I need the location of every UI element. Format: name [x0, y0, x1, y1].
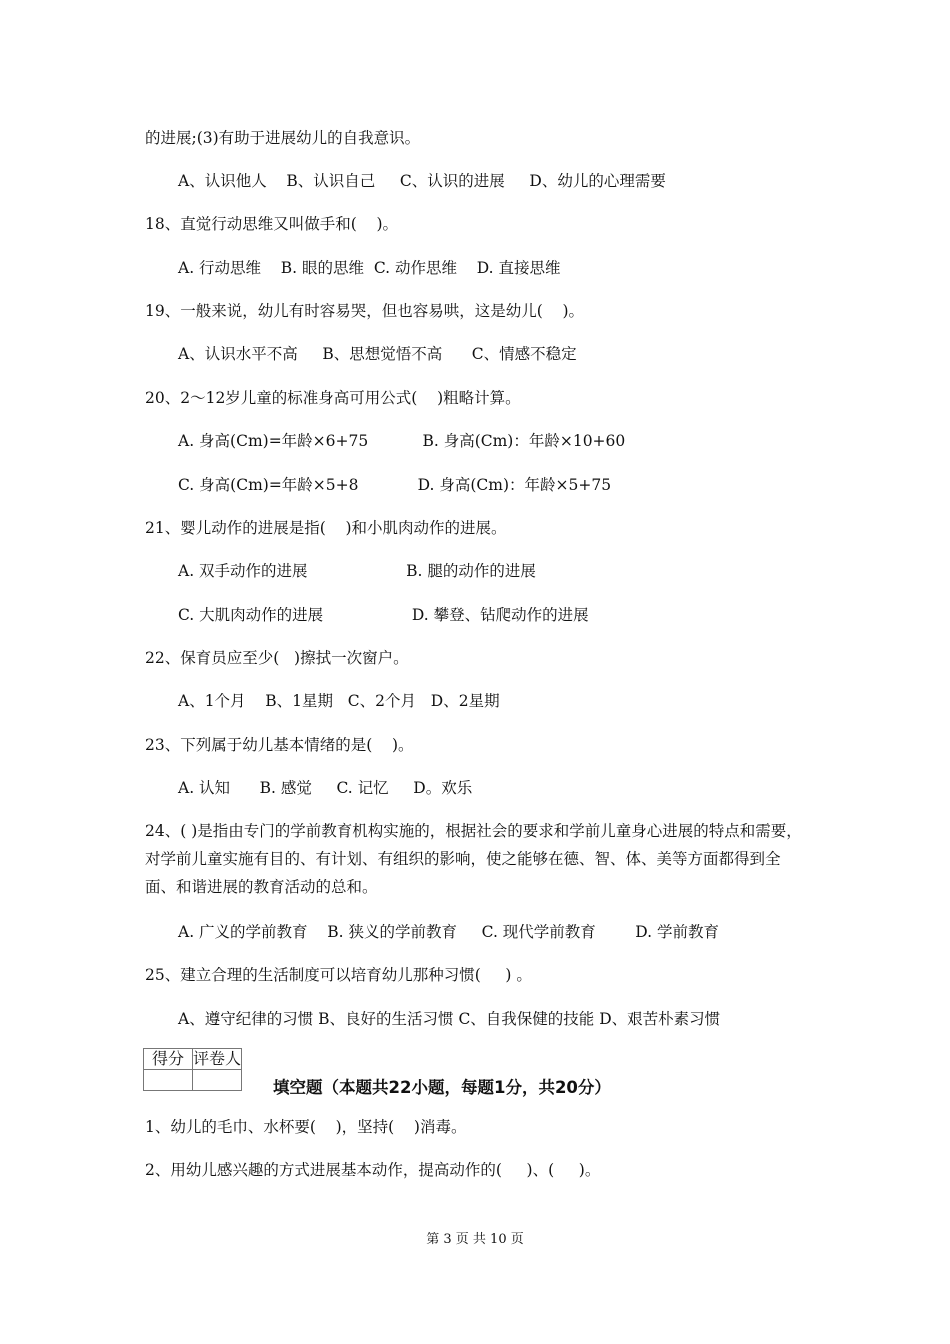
q18-question: 18、直觉行动思维又叫做手和( )。 — [145, 215, 399, 233]
q25-options: A、遵守纪律的习惯 B、良好的生活习惯 C、自我保健的技能 D、艰苦朴素习惯 — [178, 1010, 721, 1028]
q22-options: A、1个月 B、1星期 C、2个月 D、2星期 — [178, 692, 500, 710]
q19-options: A、认识水平不高 B、思想觉悟不高 C、情感不稳定 — [178, 345, 577, 363]
q19-question: 19、一般来说，幼儿有时容易哭，但也容易哄，这是幼儿( )。 — [145, 302, 585, 320]
q23-question: 23、下列属于幼儿基本情绪的是( )。 — [145, 736, 414, 754]
q22-question: 22、保育员应至少( )擦拭一次窗户。 — [145, 649, 409, 667]
grader-cell — [193, 1070, 242, 1091]
q24-options: A. 广义的学前教育 B. 狭义的学前教育 C. 现代学前教育 D. 学前教育 — [178, 923, 719, 941]
page-footer: 第 3 页 共 10 页 — [426, 1232, 524, 1247]
score-header: 得分 — [144, 1049, 193, 1070]
q25-question: 25、建立合理的生活制度可以培育幼儿那种习惯( ) 。 — [145, 966, 532, 984]
q20-question: 20、2～12岁儿童的标准身高可用公式( )粗略计算。 — [145, 389, 521, 407]
q21-options-ab: A. 双手动作的进展 B. 腿的动作的进展 — [178, 562, 536, 580]
line-0: 的进展;(3)有助于进展幼儿的自我意识。 — [145, 129, 421, 147]
q20-options-cd: C. 身高(Cm)=年龄×5+8 D. 身高(Cm)：年龄×5+75 — [178, 476, 612, 494]
q21-options-cd: C. 大肌肉动作的进展 D. 攀登、钻爬动作的进展 — [178, 606, 589, 624]
q23-options: A. 认知 B. 感觉 C. 记忆 D。欢乐 — [178, 779, 473, 797]
score-table — [143, 1048, 242, 1091]
section-title: 填空题（本题共22小题，每题1分，共20分） — [273, 1078, 611, 1097]
q18-options: A. 行动思维 B. 眼的思维 C. 动作思维 D. 直接思维 — [178, 259, 561, 277]
grader-header: 评卷人 — [193, 1049, 242, 1068]
fill-q1: 1、幼儿的毛巾、水杯要( )，坚持( )消毒。 — [145, 1118, 467, 1136]
fill-q2: 2、用幼儿感兴趣的方式进展基本动作，提高动作的( )、( )。 — [145, 1161, 601, 1179]
q17-options: A、认识他人 B、认识自己 C、认识的进展 D、幼儿的心理需要 — [178, 172, 666, 190]
q20-options-ab: A. 身高(Cm)=年龄×6+75 B. 身高(Cm)：年龄×10+60 — [178, 432, 626, 450]
q21-question: 21、婴儿动作的进展是指( )和小肌肉动作的进展。 — [145, 519, 507, 537]
score-cell — [144, 1070, 193, 1091]
q24-question: 24、( )是指由专门的学前教育机构实施的，根据社会的要求和学前儿童身心进展的特点和需要，对学前儿童实施有目的、有计划、有组织的影响，使之能够在德、智、体、美等方面都得到全面、和谐进展的教育活动的总和。 — [145, 822, 802, 896]
